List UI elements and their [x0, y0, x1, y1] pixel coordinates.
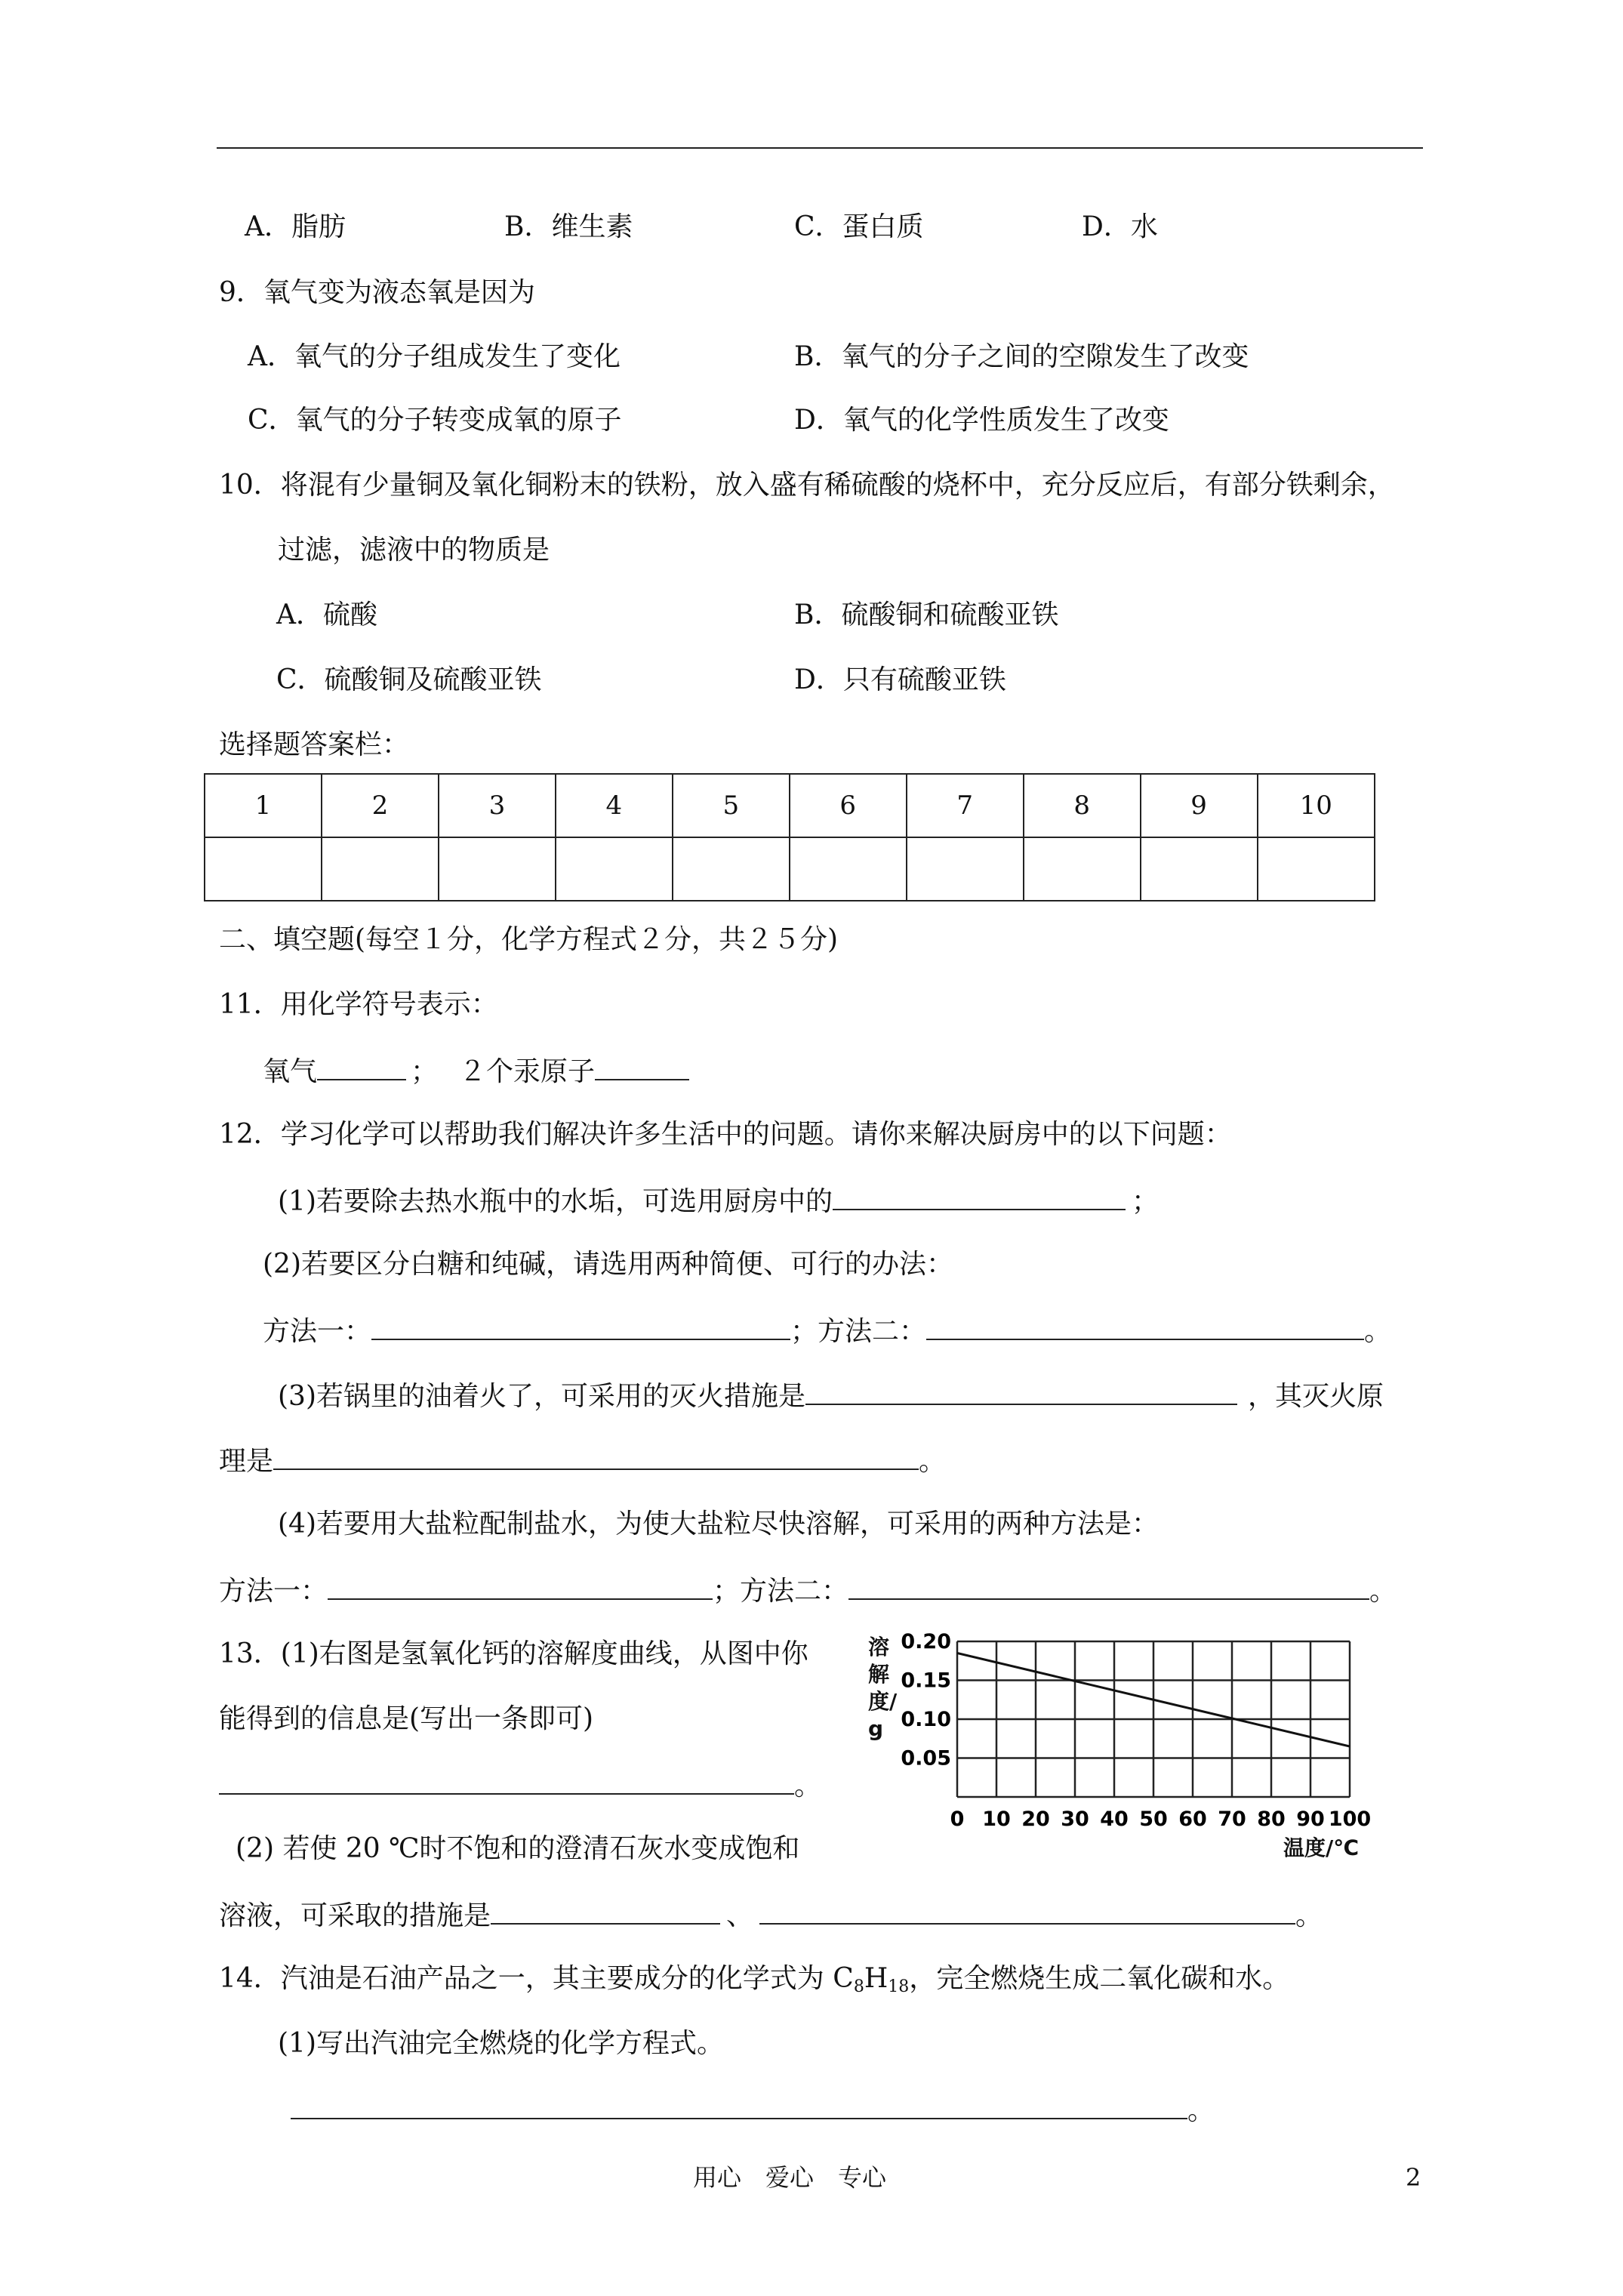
- answer-header-cell: 8: [1024, 774, 1141, 837]
- q9-option-a: A．氧气的分子组成发生了变化: [248, 341, 621, 372]
- q12-blank-7[interactable]: [848, 1576, 1369, 1600]
- q12-part2-end: 。: [1364, 1316, 1392, 1347]
- q12-part4-methods: [219, 1576, 1397, 1605]
- q12-part3-line2-text: 理是: [219, 1446, 274, 1477]
- q11-part-a-label: 氧气: [263, 1056, 318, 1087]
- q11-blank-2[interactable]: [595, 1056, 689, 1080]
- x-tick-label: 0: [950, 1808, 965, 1831]
- q10-stem-line1: 10．将混有少量铜及氧化铜粉末的铁粉，放入盛有稀硫酸的烧杯中，充分反应后，有部分铁剩余，: [219, 470, 1395, 501]
- q12-part3-text: (3)若锅里的油着火了，可采用的灭火措施是: [278, 1381, 805, 1412]
- page-number: 2: [1406, 2163, 1421, 2192]
- q14-stem-h: H: [864, 1963, 888, 1994]
- q12-blank-6[interactable]: [328, 1576, 713, 1600]
- q12-blank-4[interactable]: [805, 1381, 1237, 1405]
- q14-stem-pre: 14．汽油是石油产品之一，其主要成分的化学式为 C: [219, 1963, 854, 1994]
- q12-part1-text: (1)若要除去热水瓶中的水垢，可选用厨房中的: [278, 1186, 833, 1217]
- answer-header-cell: 7: [907, 774, 1024, 837]
- q12-blank-2[interactable]: [371, 1316, 790, 1340]
- q13-part1-line1: 13．(1)右图是氢氧化钙的溶解度曲线，从图中你: [219, 1638, 808, 1669]
- q10-option-b: B．硫酸铜和硫酸亚铁: [794, 599, 1059, 630]
- chart-x-ticks: [950, 1808, 1372, 1831]
- answer-table-caption: 选择题答案栏：: [219, 729, 410, 760]
- answer-blank-cell[interactable]: [1258, 837, 1375, 901]
- q13-blank-2[interactable]: [491, 1900, 720, 1925]
- chart-y-ticks: [901, 1630, 951, 1771]
- answer-blank-cell[interactable]: [790, 837, 907, 901]
- answer-blank-cell[interactable]: [556, 837, 673, 901]
- q12-p4-method2-label: ；方法二：: [713, 1576, 849, 1607]
- x-tick-label: 30: [1061, 1808, 1089, 1831]
- q13-part2-text: 溶液，可采取的措施是: [219, 1900, 491, 1931]
- q14-part1: (1)写出汽油完全燃烧的化学方程式。: [278, 2028, 724, 2059]
- q14-end: 。: [1187, 2095, 1215, 2126]
- q11-blank-1[interactable]: [317, 1056, 406, 1080]
- x-tick-label: 20: [1021, 1808, 1050, 1831]
- q10-option-d: D．只有硫酸亚铁: [794, 664, 1006, 695]
- chart-grid: [957, 1641, 1350, 1797]
- header-rule: [217, 147, 1423, 149]
- q13-blank-3[interactable]: [759, 1900, 1295, 1925]
- x-tick-label: 40: [1100, 1808, 1129, 1831]
- x-tick-label: 80: [1257, 1808, 1286, 1831]
- answer-blank-cell[interactable]: [673, 837, 790, 901]
- answer-blank-cell[interactable]: [322, 837, 439, 901]
- q12-part3-end: 。: [919, 1446, 947, 1477]
- q14-blank-1[interactable]: [291, 2095, 1187, 2119]
- q11-stem: 11．用化学符号表示：: [219, 989, 498, 1020]
- q13-part2-line1: (2) 若使 20 ℃时不饱和的澄清石灰水变成饱和: [236, 1833, 800, 1864]
- x-tick-label: 10: [982, 1808, 1011, 1831]
- answer-blank-cell[interactable]: [1024, 837, 1141, 901]
- x-tick-label: 60: [1178, 1808, 1207, 1831]
- q10-stem-line2: 过滤，滤液中的物质是: [278, 535, 550, 566]
- q11-answers: [263, 1056, 689, 1086]
- q12-part3-line2: [219, 1446, 946, 1475]
- q12-part3-tail: ，其灭火原: [1248, 1381, 1384, 1412]
- q12-p4-method1-label: 方法一：: [219, 1576, 328, 1607]
- answer-header-cell: 9: [1141, 774, 1258, 837]
- q9-option-d: D．氧气的化学性质发生了改变: [794, 405, 1169, 436]
- q13-comma: 、: [726, 1900, 754, 1931]
- q8-option-b: B．维生素: [504, 211, 633, 242]
- q14-stem-post: ，完全燃烧生成二氧化碳和水。: [909, 1963, 1290, 1994]
- y-tick-label: 0.10: [901, 1708, 951, 1731]
- q14-sub-18: 18: [888, 1977, 910, 1996]
- q13-part1-line2: 能得到的信息是(写出一条即可): [219, 1703, 594, 1734]
- y-tick-label: 0.20: [901, 1630, 951, 1653]
- q12-blank-1[interactable]: [833, 1186, 1126, 1210]
- x-tick-label: 90: [1296, 1808, 1325, 1831]
- q9-option-b: B．氧气的分子之间的空隙发生了改变: [794, 341, 1249, 372]
- q13-part2-line2: [219, 1900, 1323, 1930]
- q12-part1: [278, 1186, 1159, 1216]
- chart-x-axis-label: 温度/℃: [1283, 1835, 1360, 1860]
- q14-sub-8: 8: [853, 1977, 864, 1996]
- q13-blank-1[interactable]: [219, 1771, 794, 1795]
- q13-part1-end: 。: [794, 1771, 822, 1801]
- x-tick-label: 100: [1328, 1808, 1372, 1831]
- q12-blank-5[interactable]: [273, 1446, 919, 1470]
- answer-blank-cell[interactable]: [205, 837, 322, 901]
- y-tick-label: 0.15: [901, 1669, 951, 1693]
- answer-header-cell: 1: [205, 774, 322, 837]
- q11-sep: ；: [411, 1056, 439, 1087]
- q12-part3: [278, 1381, 1384, 1410]
- chart-y-axis-label: 溶解度/g: [868, 1635, 898, 1741]
- answer-blank-cell[interactable]: [1141, 837, 1258, 901]
- q13-part2-end: 。: [1295, 1900, 1323, 1931]
- q12-stem: 12．学习化学可以帮助我们解决许多生活中的问题。请你来解决厨房中的以下问题：: [219, 1119, 1232, 1150]
- answer-blank-cell[interactable]: [439, 837, 556, 901]
- answer-header-cell: 3: [439, 774, 556, 837]
- answer-blank-cell[interactable]: [907, 837, 1024, 901]
- q12-method1-label: 方法一：: [263, 1316, 372, 1347]
- x-tick-label: 50: [1139, 1808, 1168, 1831]
- q12-blank-3[interactable]: [926, 1316, 1364, 1340]
- q10-option-a: A．硫酸: [276, 599, 377, 630]
- y-tick-label: 0.05: [901, 1746, 951, 1771]
- q8-option-d: D．水: [1082, 211, 1158, 242]
- answer-header-cell: 10: [1258, 774, 1375, 837]
- answer-header-cell: 5: [673, 774, 790, 837]
- q10-option-c: C．硫酸铜及硫酸亚铁: [276, 664, 542, 695]
- answer-header-cell: 2: [322, 774, 439, 837]
- q14-answer: [291, 2095, 1215, 2125]
- q12-method2-label: ；方法二：: [790, 1316, 927, 1347]
- q14-stem: [219, 1963, 1290, 1996]
- q12-part4: (4)若要用大盐粒配制盐水，为使大盐粒尽快溶解，可采用的两种方法是：: [278, 1509, 1159, 1539]
- q9-option-c: C．氧气的分子转变成氧的原子: [248, 405, 622, 436]
- x-tick-label: 70: [1218, 1808, 1246, 1831]
- q9-stem: 9．氧气变为液态氧是因为: [219, 277, 535, 308]
- answer-header-cell: 4: [556, 774, 673, 837]
- q13-part1-answer: [219, 1771, 821, 1800]
- answer-header-cell: 6: [790, 774, 907, 837]
- q12-part2: (2)若要区分白糖和纯碱，请选用两种简便、可行的办法：: [263, 1249, 953, 1280]
- q8-option-a: A．脂肪: [245, 211, 346, 242]
- section2-title: 二、填空题(每空１分，化学方程式２分，共２５分): [219, 924, 839, 955]
- footer-motto: 用心 爱心 专心: [693, 2163, 887, 2192]
- answer-table: [204, 773, 1375, 901]
- q11-part-b-label: ２个汞原子: [459, 1056, 596, 1087]
- q12-part1-end: ；: [1132, 1186, 1160, 1217]
- q8-option-c: C．蛋白质: [794, 211, 924, 242]
- q12-part2-methods: [263, 1316, 1391, 1345]
- q12-part4-end: 。: [1369, 1576, 1397, 1607]
